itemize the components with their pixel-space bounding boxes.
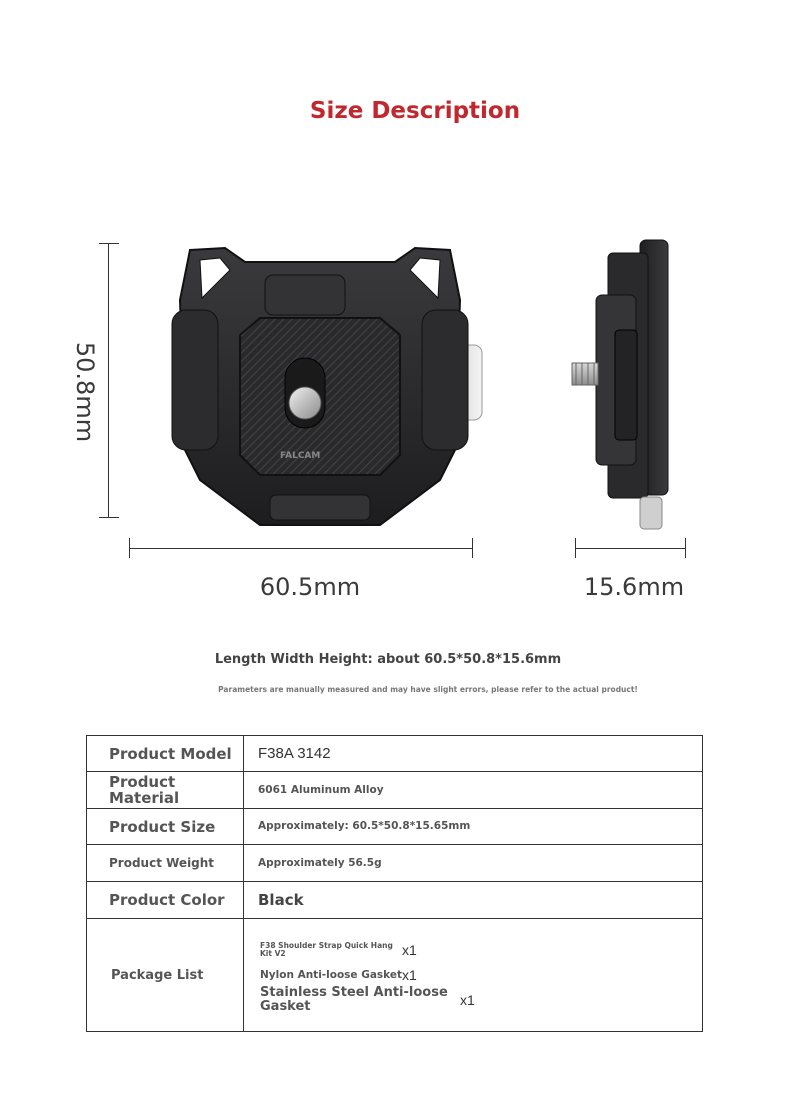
- spec-value-material: 6061 Aluminum Alloy: [244, 772, 703, 809]
- package-item: [260, 963, 702, 988]
- package-item-qty: x1: [402, 942, 417, 958]
- package-item-qty: x1: [460, 992, 475, 1008]
- product-front-view: [150, 240, 490, 530]
- spec-label-material: Product Material: [87, 772, 244, 809]
- spec-row-material: [87, 772, 703, 809]
- spec-row-weight: [87, 845, 703, 882]
- package-item: [260, 938, 702, 963]
- spec-row-size: [87, 809, 703, 845]
- height-dimension-line: [108, 243, 109, 518]
- width-dimension-label: 60.5mm: [259, 573, 361, 601]
- package-item-name: Stainless Steel Anti-loose Gasket: [260, 985, 448, 1014]
- package-item-name: Nylon Anti-loose Gasket: [260, 968, 403, 981]
- package-item-name: F38 Shoulder Strap Quick Hang Kit V2: [260, 941, 393, 958]
- package-list: [244, 919, 703, 1032]
- spec-table: [86, 735, 703, 1032]
- spec-label-package: Package List: [87, 919, 244, 1032]
- spec-label-model: Product Model: [87, 736, 244, 772]
- depth-dimension-right-tick: [685, 538, 686, 558]
- brand-marking: FALCAM: [280, 451, 321, 461]
- page-title: Size Description: [309, 98, 521, 124]
- spec-value-color: Black: [244, 882, 703, 919]
- spec-value-weight: Approximately 56.5g: [244, 845, 703, 882]
- width-dimension-right-tick: [472, 538, 473, 558]
- spec-label-color: Product Color: [87, 882, 244, 919]
- width-dimension-left-tick: [129, 538, 130, 558]
- spec-value-model: F38A 3142: [244, 736, 703, 772]
- spec-value-size: Approximately: 60.5*50.8*15.65mm: [244, 809, 703, 845]
- depth-dimension-line: [575, 548, 686, 549]
- package-item-qty: x1: [402, 967, 417, 983]
- spec-row-model: [87, 736, 703, 772]
- product-side-view: [560, 235, 685, 535]
- measurement-note: Parameters are manually measured and may have slight errors, please refer to the actual product!: [218, 685, 638, 694]
- spec-row-color: [87, 882, 703, 919]
- spec-label-size: Product Size: [87, 809, 244, 845]
- package-item: [260, 985, 702, 1014]
- height-dimension-bottom-tick: [99, 517, 119, 518]
- spec-label-weight: Product Weight: [87, 845, 244, 882]
- depth-dimension-label: 15.6mm: [583, 573, 685, 601]
- width-dimension-line: [129, 548, 473, 549]
- dimension-summary: Length Width Height: about 60.5*50.8*15.6mm: [214, 652, 562, 667]
- height-dimension-label: 50.8mm: [71, 341, 99, 443]
- depth-dimension-left-tick: [575, 538, 576, 558]
- spec-row-package: [87, 919, 703, 1032]
- height-dimension-top-tick: [99, 243, 119, 244]
